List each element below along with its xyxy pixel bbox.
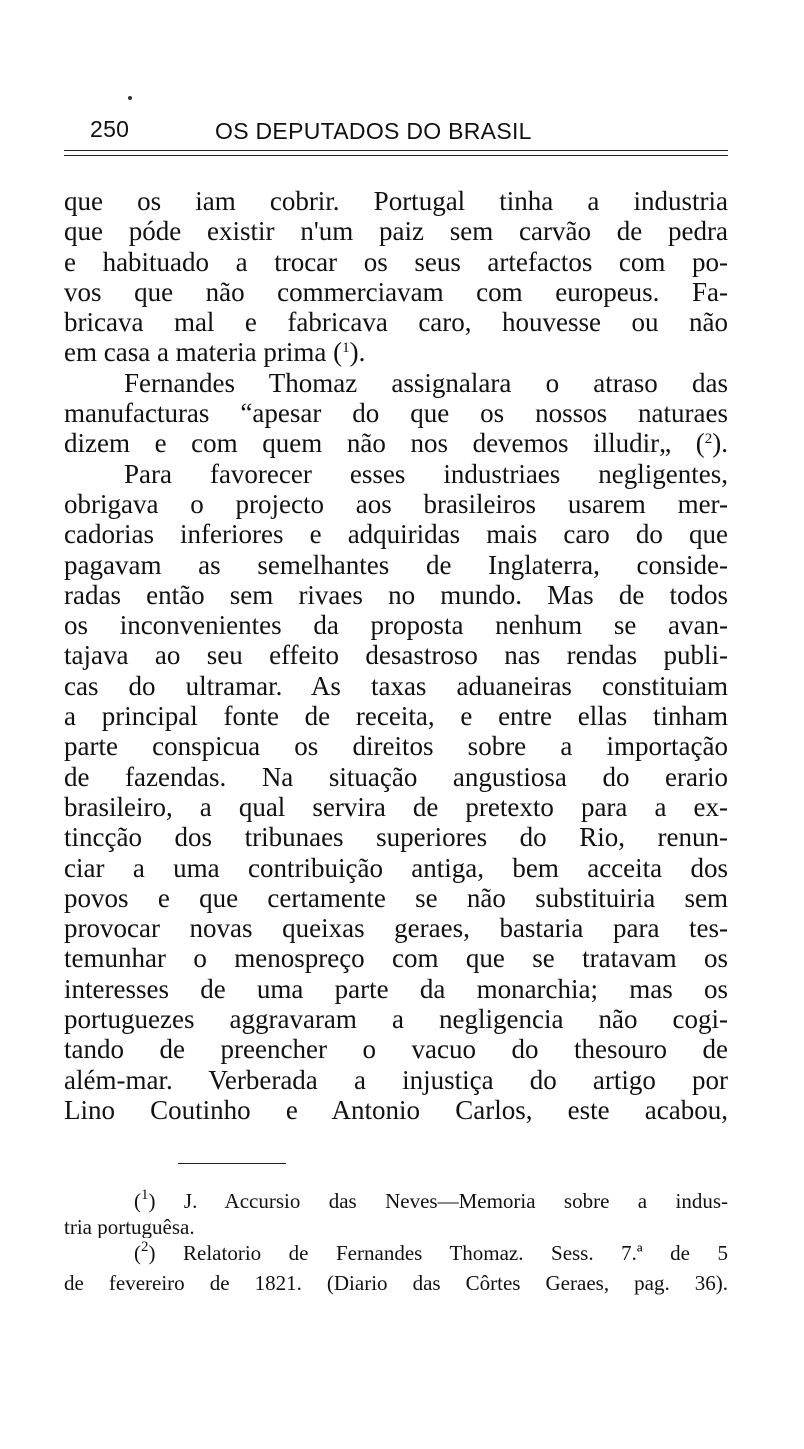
footnote-separator [178, 1163, 286, 1164]
footnote-1-text: J. Accursio das Neves—Memoria sobre a indus- [183, 1189, 728, 1213]
footnotes [64, 1186, 728, 1298]
text-line: e habituado a trocar os seus artefactos com po- [64, 246, 728, 277]
text-line: obrigava o projecto aos brasileiros usarem mer- [64, 488, 728, 519]
footnote-ref-close: ). [712, 428, 728, 459]
text-line: além-mar. Verberada a injustiça do artigo por [64, 1064, 728, 1095]
running-header [64, 112, 728, 148]
text-line: tincção dos tribunaes superiores do Rio, renun- [64, 822, 728, 853]
footnote-ref-close: ). [349, 337, 366, 368]
text-line: que póde existir n'um paiz sem carvão de pedra [64, 216, 728, 247]
text-line: radas então sem rivaes no mundo. Mas de todos [64, 579, 728, 610]
text-line: que os iam cobrir. Portugal tinha a industria [64, 186, 728, 216]
text-line: a principal fonte de receita, e entre ellas tinham [64, 701, 728, 732]
footnote-2 [64, 1238, 728, 1268]
text-line: bricava mal e fabricava caro, houvesse ou não [64, 307, 728, 338]
body-text [64, 186, 728, 1125]
page-number: 250 [90, 116, 130, 142]
footnote-1-continuation: tria portuguêsa. [64, 1216, 195, 1238]
text-line: ciar a uma contribuição antiga, bem acceita dos [64, 852, 728, 883]
text-line: vos que não commerciavam com europeus. Fa- [64, 276, 728, 307]
footnote-ref-1: 1 [342, 340, 350, 357]
text-line: interesses de uma parte da monarchia; mas os [64, 973, 728, 1004]
text-line: cas do ultramar. As taxas aduaneiras constituiam [64, 670, 728, 701]
text-line-content: em casa a materia prima ( [64, 337, 343, 368]
text-line [64, 337, 728, 367]
text-line: tajava ao seu effeito desastroso nas rendas publi- [64, 640, 728, 671]
text-line: pagavam as semelhantes de Inglaterra, conside- [64, 549, 728, 580]
text-line: povos e que certamente se não substituiria sem [64, 882, 728, 913]
text-line: temunhar o menospreço com que se tratavam os [64, 943, 728, 974]
footnote-marker-open: ( [134, 1189, 141, 1213]
text-line: portuguezes aggravaram a negligencia não cogi- [64, 1004, 728, 1035]
header-rule [64, 150, 728, 156]
footnote-1 [64, 1186, 728, 1216]
text-line: os inconvenientes da proposta nenhum se avan- [64, 610, 728, 641]
footnote-marker-1: 1 [141, 1187, 149, 1203]
text-line: parte conspicua os direitos sobre a importação [64, 731, 728, 762]
text-line: Fernandes Thomaz assignalara o atraso das [124, 367, 728, 398]
text-line: cadorias inferiores e adquiridas mais caro do que [64, 519, 728, 550]
footnote-marker-close: ) [148, 1241, 156, 1265]
print-speck [128, 96, 132, 100]
footnote-ref-2: 2 [704, 431, 713, 448]
footnote-2-text: Relatorio de Fernandes Thomaz. Sess. 7.ª de 5 [183, 1241, 728, 1265]
text-line: brasileiro, a qual servira de pretexto para a ex- [64, 791, 728, 822]
text-line: de fazendas. Na situação angustiosa do erario [64, 761, 728, 792]
footnote-marker-open: ( [134, 1241, 141, 1265]
text-line [64, 428, 728, 458]
running-title: OS DEPUTADOS DO BRASIL [215, 118, 532, 144]
text-line: provocar novas queixas geraes, bastaria para tes- [64, 913, 728, 944]
text-line: Para favorecer esses industriaes negligentes, [124, 458, 728, 489]
text-line: tando de preencher o vacuo do thesouro de [64, 1034, 728, 1065]
footnote-marker-2: 2 [141, 1239, 149, 1255]
footnote-marker-close: ) [148, 1189, 156, 1213]
footnote-2-continuation: de fevereiro de 1821. (Diario das Côrtes Geraes, pag. 36). [64, 1271, 728, 1295]
text-line-content: dizem e com quem não nos devemos illudir„ ( [64, 428, 705, 459]
text-line: Lino Coutinho e Antonio Carlos, este acabou, [64, 1094, 728, 1125]
text-line: manufacturas “apesar do que os nossos naturaes [64, 398, 728, 429]
